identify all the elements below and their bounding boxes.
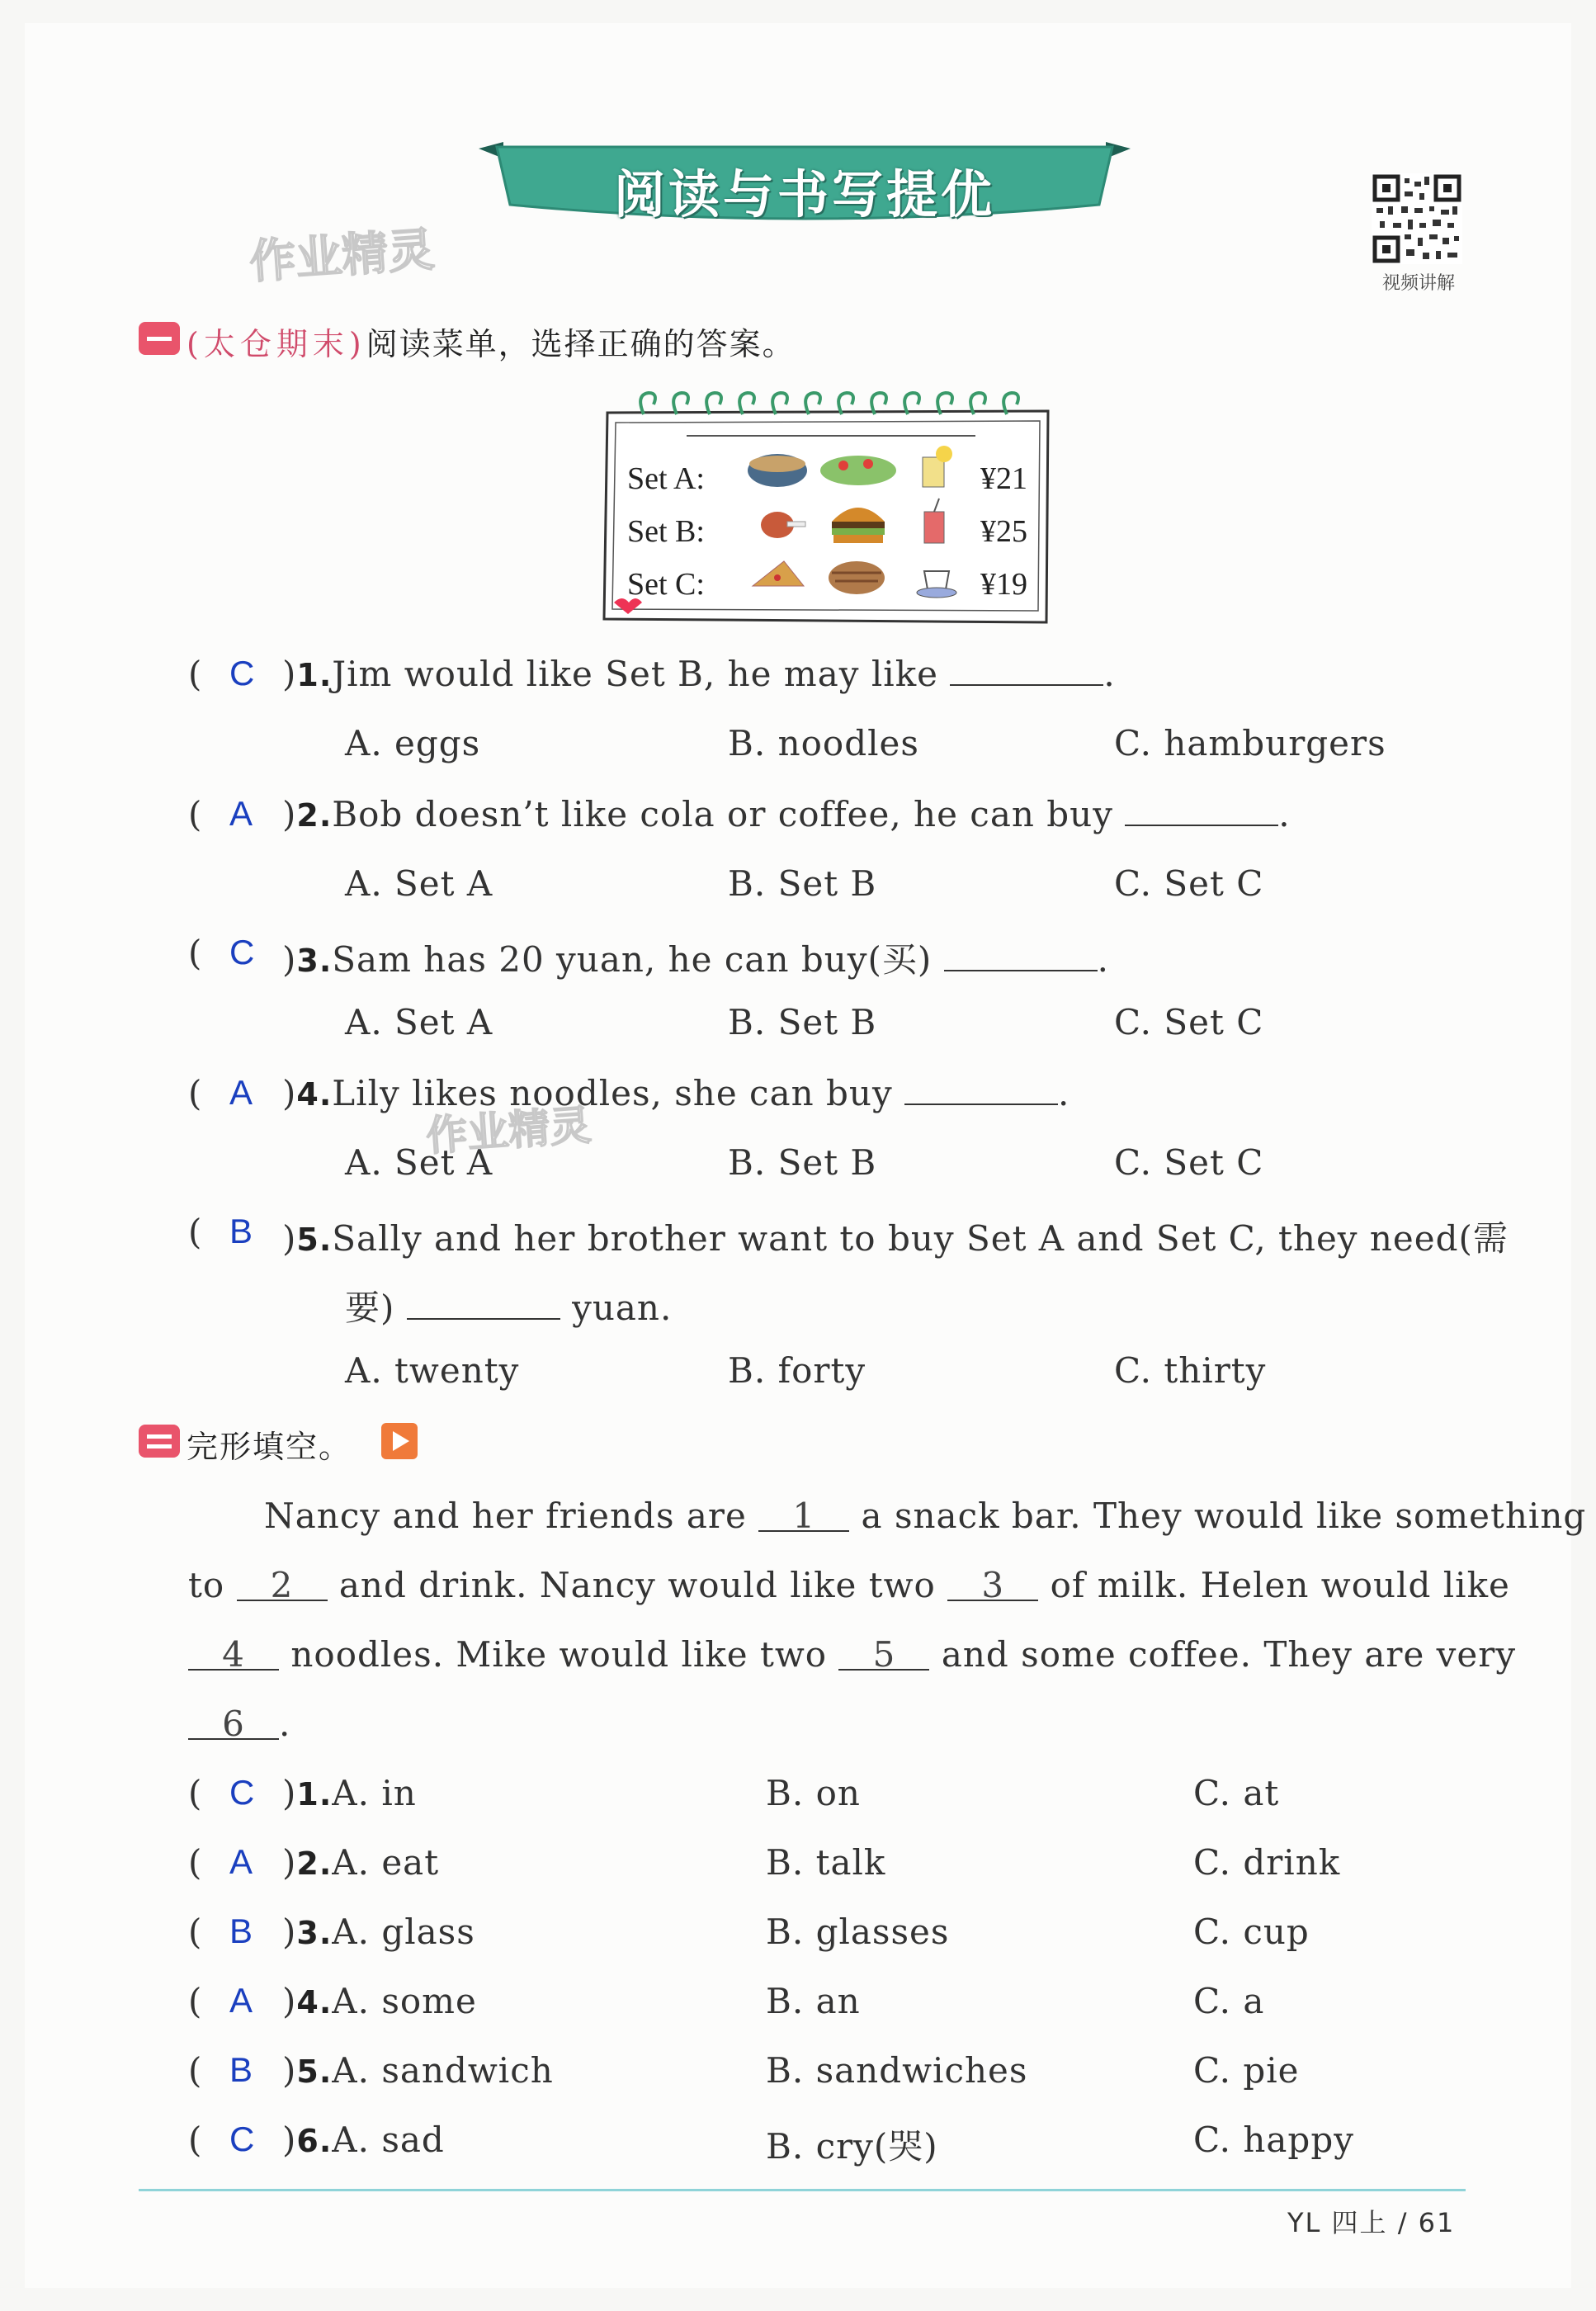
question-number: 6. <box>296 2123 333 2159</box>
answer-blank[interactable] <box>944 940 1098 971</box>
passage-text: of milk. Helen would like <box>1050 1565 1510 1605</box>
menu-card <box>596 390 1058 629</box>
option-c: C. a <box>1193 1981 1265 2021</box>
question-text: Jim would like Set B, he may like <box>332 654 938 694</box>
answer-1-3[interactable]: C <box>229 933 255 971</box>
salad-icon <box>820 456 896 485</box>
footer-divider <box>139 2189 1466 2191</box>
question-number: 1. <box>296 657 333 693</box>
cloze-blank-2[interactable]: 2 <box>237 1570 328 1601</box>
option-b: B. forty <box>728 1350 866 1391</box>
option-a: A. Set A <box>345 1142 493 1183</box>
watermark-middle: 作业精灵 <box>424 1101 593 1160</box>
passage-text: to <box>188 1565 225 1605</box>
option-a: A. Set A <box>345 863 493 904</box>
section-1-source: (太仓期末) <box>187 326 366 362</box>
option-a: A. in <box>332 1773 417 1813</box>
answer-blank[interactable] <box>1125 795 1278 826</box>
option-b: B. talk <box>766 1842 886 1883</box>
cloze-blank-4[interactable]: 4 <box>188 1639 279 1671</box>
watermark-top: 作业精灵 <box>248 223 437 290</box>
option-b: B. glasses <box>766 1912 950 1952</box>
option-c: C. cup <box>1193 1912 1310 1952</box>
answer-blank[interactable] <box>950 655 1103 686</box>
question-number: 1. <box>296 1776 333 1812</box>
option-a: A. some <box>332 1981 477 2021</box>
question-end: yuan. <box>572 1288 673 1328</box>
page-banner <box>479 142 1131 228</box>
menu-set-b-label: Set B: <box>627 514 705 549</box>
question-text: Bob doesn’t like cola or coffee, he can buy <box>332 794 1113 834</box>
answer-2-1[interactable]: C <box>229 1773 255 1812</box>
answer-blank[interactable] <box>407 1288 560 1320</box>
option-b: B. cry(哭) <box>766 2126 938 2167</box>
cloze-blank-6[interactable]: 6 <box>188 1708 279 1740</box>
answer-2-5[interactable]: B <box>229 2050 253 2089</box>
question-number: 5. <box>296 2053 333 2090</box>
option-a: A. sad <box>332 2120 445 2160</box>
option-b: B. an <box>766 1981 861 2021</box>
answer-1-1[interactable]: C <box>229 654 255 692</box>
question-number: 3. <box>296 943 333 979</box>
question-number: 3. <box>296 1915 333 1951</box>
option-a: A. sandwich <box>332 2050 554 2091</box>
question-number: 4. <box>296 1984 333 2020</box>
answer-2-4[interactable]: A <box>229 1981 253 2020</box>
passage-text: a snack bar. They would like something <box>861 1496 1587 1536</box>
option-c: C. hamburgers <box>1114 723 1386 763</box>
question-number: 2. <box>296 797 333 834</box>
section-2-instruction: 完形填空。 <box>187 1429 352 1465</box>
question-text: Sam has 20 yuan, he can buy(买) <box>332 939 933 980</box>
pie-icon <box>829 561 885 594</box>
page-title: 阅读与书写提优 <box>613 164 995 224</box>
answer-2-2[interactable]: A <box>229 1842 253 1881</box>
play-video-icon[interactable] <box>380 1421 419 1461</box>
passage-text: noodles. Mike would like two <box>290 1634 828 1675</box>
option-c: C. pie <box>1193 2050 1300 2091</box>
section-1-badge <box>139 322 180 355</box>
question-text: Sally and her brother want to buy Set A and Set C, they need(需 <box>332 1218 1509 1259</box>
option-b: B. sandwiches <box>766 2050 1028 2091</box>
option-a: A. Set A <box>345 1002 493 1042</box>
option-a: A. eat <box>332 1842 440 1883</box>
option-c: C. drink <box>1193 1842 1341 1883</box>
option-c: C. Set C <box>1114 1002 1264 1042</box>
cloze-blank-3[interactable]: 3 <box>947 1570 1038 1601</box>
answer-1-5[interactable]: B <box>229 1212 253 1250</box>
option-b: B. noodles <box>728 723 919 763</box>
section-2-heading <box>187 1421 352 1467</box>
qr-label: 视频讲解 <box>1381 273 1455 294</box>
question-number: 4. <box>296 1076 333 1113</box>
page-footer: YL 四上 / 61 <box>1287 2207 1456 2238</box>
passage-text: and drink. Nancy would like two <box>338 1565 936 1605</box>
qr-code-icon[interactable] <box>1372 173 1462 264</box>
menu-set-b-price: ¥25 <box>980 514 1027 549</box>
question-end: . <box>1058 1073 1070 1113</box>
answer-1-4[interactable]: A <box>229 1073 253 1112</box>
option-a: A. twenty <box>345 1350 520 1391</box>
answer-2-6[interactable]: C <box>229 2120 255 2158</box>
passage-text: . <box>279 1704 291 1744</box>
menu-set-a-price: ¥21 <box>980 461 1027 496</box>
answer-2-3[interactable]: B <box>229 1912 253 1950</box>
question-end: . <box>1097 939 1109 980</box>
question-end: . <box>1278 794 1291 834</box>
option-a: A. glass <box>332 1912 475 1952</box>
option-b: B. Set B <box>728 1142 877 1183</box>
section-1-heading <box>187 319 796 364</box>
section-2-badge <box>139 1425 180 1458</box>
answer-blank[interactable] <box>904 1074 1058 1105</box>
noodles-icon <box>748 454 807 487</box>
menu-set-a-label: Set A: <box>627 461 705 496</box>
passage-text: and some coffee. They are very <box>941 1634 1517 1675</box>
option-c: C. Set C <box>1114 1142 1264 1183</box>
cloze-blank-5[interactable]: 5 <box>838 1639 929 1671</box>
option-b: B. Set B <box>728 863 877 904</box>
section-1-instruction: 阅读菜单，选择正确的答案。 <box>366 326 796 362</box>
question-text-continued: 要) <box>345 1288 395 1328</box>
passage-text: Nancy and her friends are <box>264 1496 747 1536</box>
option-a: A. eggs <box>345 723 481 763</box>
answer-1-2[interactable]: A <box>229 794 253 833</box>
question-text: Lily likes noodles, she can buy <box>332 1073 893 1113</box>
option-b: B. Set B <box>728 1002 877 1042</box>
option-c: C. thirty <box>1114 1350 1267 1391</box>
option-c: C. Set C <box>1114 863 1264 904</box>
question-end: . <box>1103 654 1116 694</box>
cloze-blank-1[interactable]: 1 <box>758 1500 849 1532</box>
option-c: C. at <box>1193 1773 1280 1813</box>
question-number: 2. <box>296 1845 333 1882</box>
option-b: B. on <box>766 1773 861 1813</box>
question-number: 5. <box>296 1222 333 1258</box>
option-c: C. happy <box>1193 2120 1354 2160</box>
menu-set-c-price: ¥19 <box>980 567 1027 602</box>
menu-set-c-label: Set C: <box>627 567 705 602</box>
